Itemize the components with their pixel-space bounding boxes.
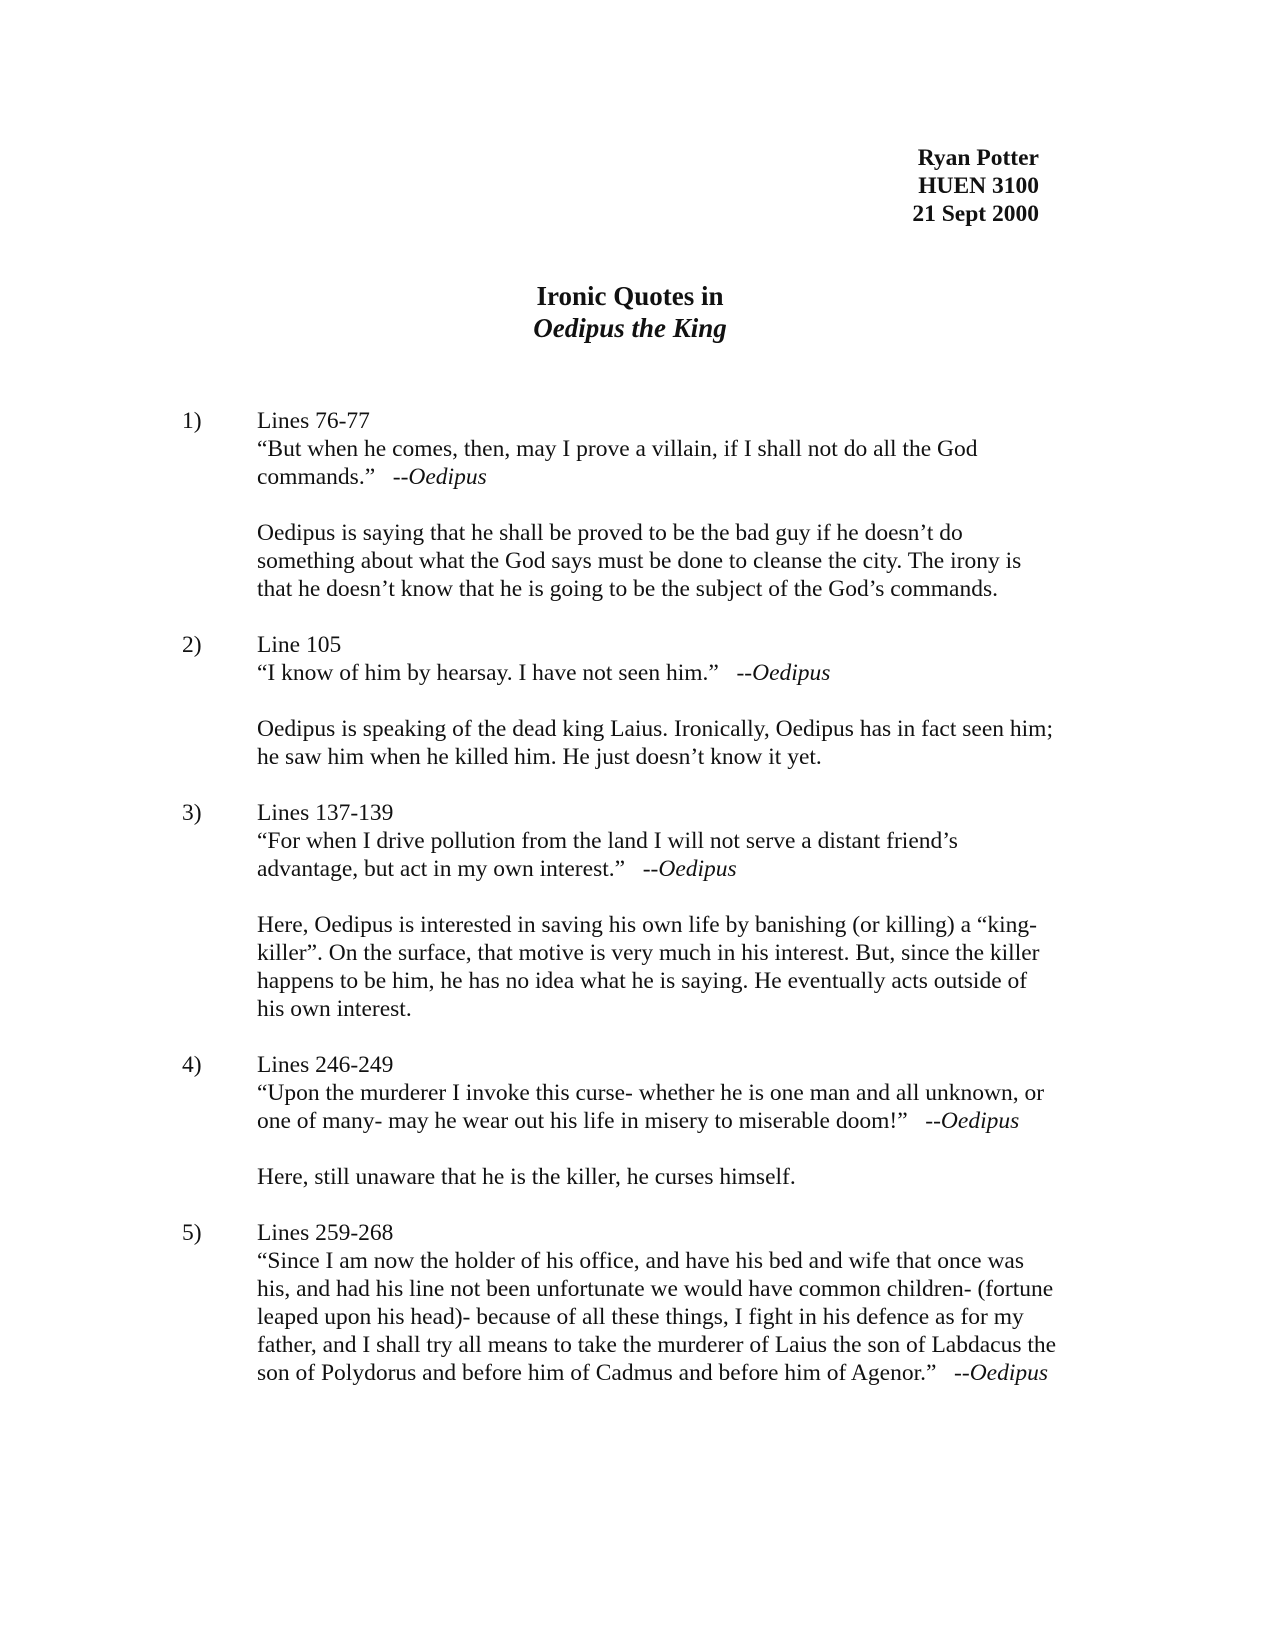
document-title — [0, 280, 1260, 344]
attribution-dash: -- — [925, 1108, 941, 1134]
quote-text — [257, 435, 1057, 491]
item-number: 5) — [182, 1220, 202, 1246]
author-name: Ryan Potter — [917, 145, 1039, 171]
quote-speaker: Oedipus — [940, 1108, 1020, 1134]
quote-body: “Since I am now the holder of his office, and have his bed and wife that once was his, and had his line not been unfortunate we would have common children- (fortune leaped upon his head)- because of all these things, I fight in his defence as for my father, and I shall try all means to take the murderer of Laius the son of Labdacus the son of Polydorus and before him of Cadmus and before him of Agenor.” — [257, 1248, 1057, 1386]
list-item — [0, 407, 1275, 603]
attribution-dash: -- — [642, 856, 659, 882]
author-header — [912, 144, 1039, 228]
quote-body: “But when he comes, then, may I prove a villain, if I shall not do all the God commands.” — [257, 436, 978, 490]
item-number: 2) — [182, 632, 202, 658]
quote-speaker: Oedipus — [408, 464, 487, 490]
quote-speaker: Oedipus — [658, 856, 737, 882]
title-line-2: Oedipus the King — [533, 313, 727, 343]
quote-body: “Upon the murderer I invoke this curse- whether he is one man and all unknown, or one of many- may he wear out his life in misery to miserable doom!” — [257, 1080, 1045, 1134]
quote-body: “For when I drive pollution from the land I will not serve a distant friend’s advantage, but act in my own interest.” — [257, 828, 958, 882]
item-number: 4) — [182, 1052, 202, 1078]
line-reference: Lines 259-268 — [257, 1220, 394, 1246]
attribution-dash: -- — [392, 464, 409, 490]
quote-text — [257, 1247, 1057, 1387]
line-reference: Lines 246-249 — [257, 1052, 394, 1078]
attribution-dash: -- — [736, 660, 753, 686]
item-number: 1) — [182, 408, 202, 434]
attribution-dash: -- — [954, 1360, 970, 1386]
submission-date: 21 Sept 2000 — [912, 201, 1039, 227]
quote-list — [0, 407, 1275, 1415]
list-item — [0, 1219, 1275, 1387]
list-item — [0, 799, 1275, 1023]
commentary: Here, still unaware that he is the killer, he curses himself. — [257, 1164, 796, 1190]
commentary: Here, Oedipus is interested in saving his own life by banishing (or killing) a “king-killer”. On the surface, that motive is very much in his interest. But, since the killer happens to be him, he has no idea what he is saying. He eventually acts outside of his own interest. — [257, 912, 1040, 1022]
commentary: Oedipus is saying that he shall be proved to be the bad guy if he doesn’t do something about what the God says must be done to cleanse the city. The irony is that he doesn’t know that he is going to be the subject of the God’s commands. — [257, 520, 1022, 602]
list-item — [0, 631, 1275, 771]
line-reference: Line 105 — [257, 632, 342, 658]
quote-speaker: Oedipus — [752, 660, 831, 686]
list-item — [0, 1051, 1275, 1191]
title-line-1: Ironic Quotes in — [536, 281, 724, 311]
line-reference: Lines 76-77 — [257, 408, 370, 434]
item-number: 3) — [182, 800, 202, 826]
quote-text — [257, 1079, 1057, 1135]
course-code: HUEN 3100 — [918, 173, 1039, 199]
quote-body: “I know of him by hearsay. I have not seen him.” — [257, 660, 719, 686]
commentary: Oedipus is speaking of the dead king Laius. Ironically, Oedipus has in fact seen him; he saw him when he killed him. He just doesn’t know it yet. — [257, 716, 1053, 770]
quote-text — [257, 659, 1057, 687]
line-reference: Lines 137-139 — [257, 800, 394, 826]
quote-speaker: Oedipus — [969, 1360, 1049, 1386]
quote-text — [257, 827, 1057, 883]
